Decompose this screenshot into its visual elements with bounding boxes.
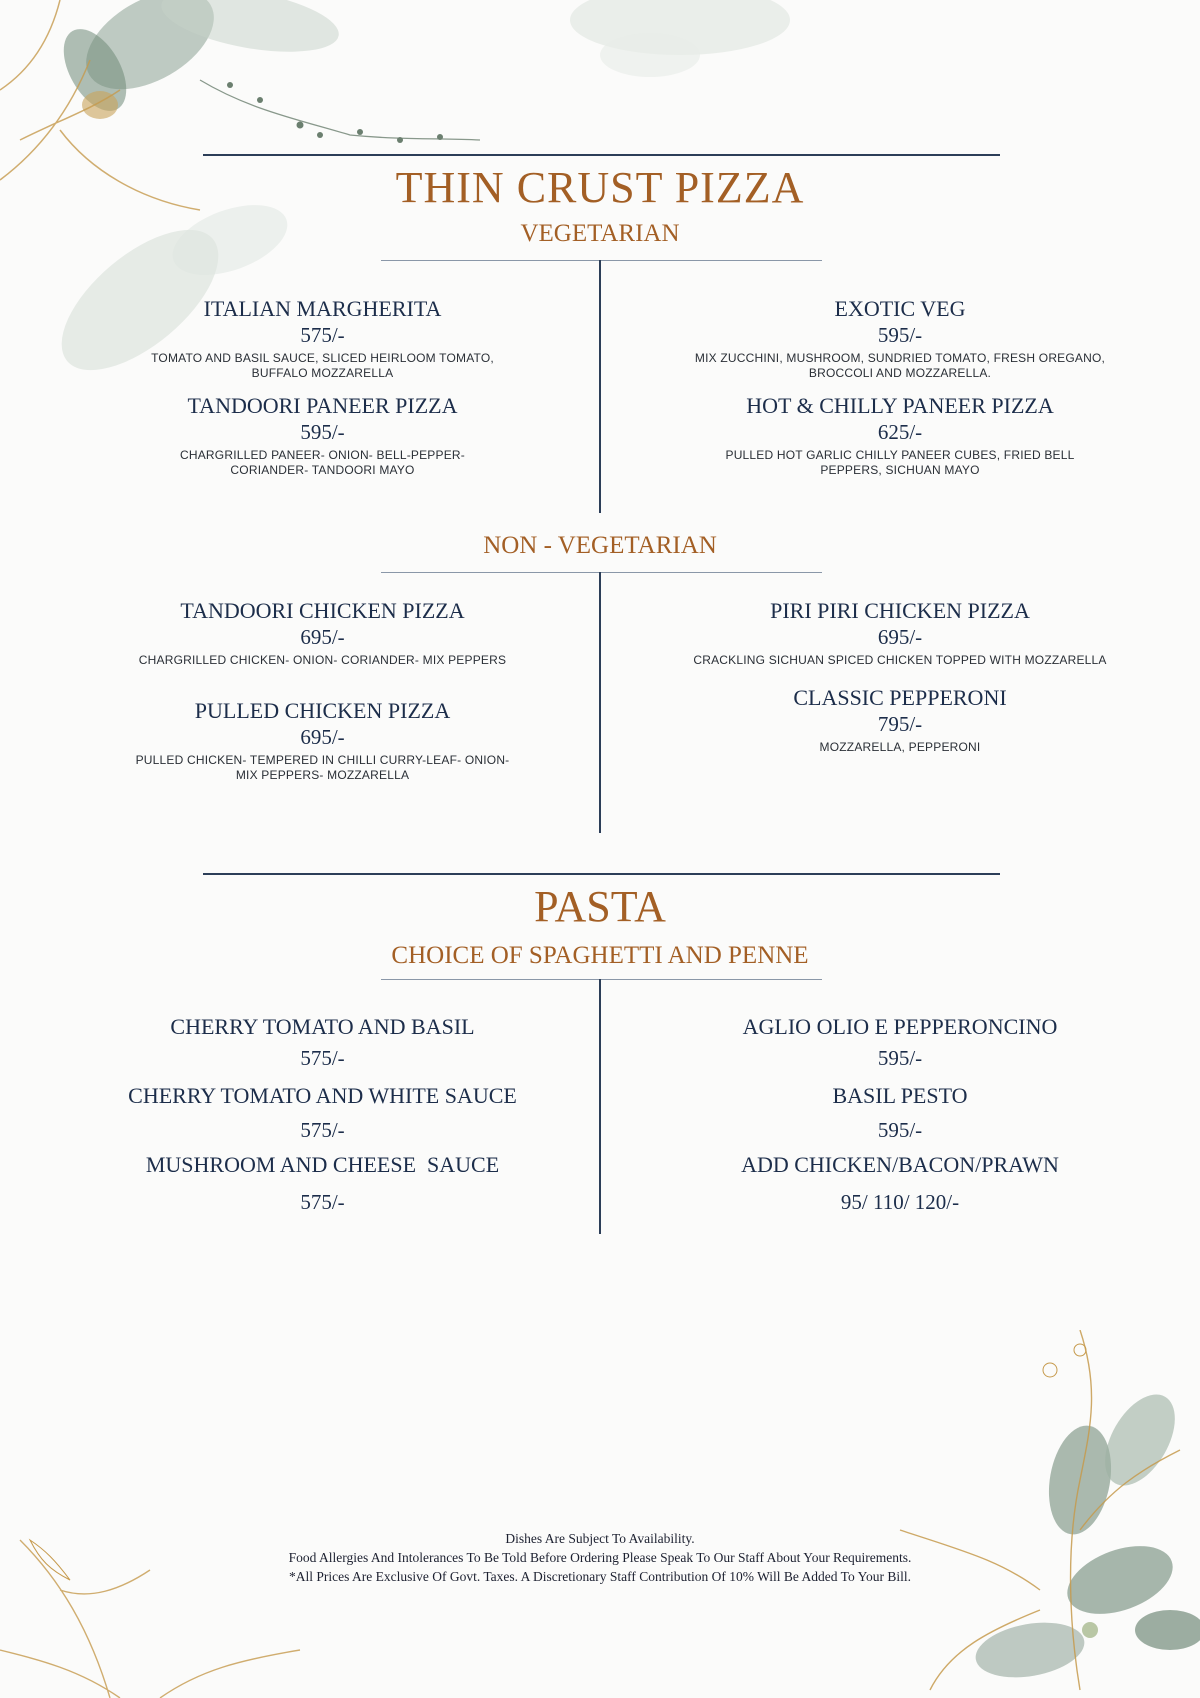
non-vegetarian-column-divider <box>599 572 601 833</box>
item-name: PIRI PIRI CHICKEN PIZZA <box>770 598 1030 623</box>
pasta-item-cherry-tomato-white-sauce: CHERRY TOMATO AND WHITE SAUCE <box>128 1083 517 1108</box>
item-description: CHARGRILLED PANEER- ONION- BELL-PEPPER- CORIANDER- TANDOORI MAYO <box>180 448 465 477</box>
vegetarian-column-divider <box>599 260 601 513</box>
menu-item-piri-piri-chicken-pizza <box>655 598 1145 668</box>
vegetarian-heading: VEGETARIAN <box>520 220 680 247</box>
menu-item-classic-pepperoni <box>655 685 1145 755</box>
menu-item-italian-margherita <box>100 296 545 381</box>
menu-item-tandoori-chicken-pizza <box>100 598 545 668</box>
item-name: HOT & CHILLY PANEER PIZZA <box>746 393 1054 418</box>
allergy-note: Food Allergies And Intolerances To Be Told Before Ordering Please Speak To Our Staff About Your Requirements. <box>288 1550 912 1565</box>
pasta-price-add-chicken-bacon-prawn: 95/ 110/ 120/- <box>840 1190 960 1214</box>
item-name: TANDOORI PANEER PIZZA <box>187 393 458 418</box>
pasta-subtitle: CHOICE OF SPAGHETTI AND PENNE <box>391 942 809 969</box>
item-price: 595/- <box>877 323 923 347</box>
vegetarian-rule <box>381 260 822 261</box>
item-name: PULLED CHICKEN PIZZA <box>194 698 451 723</box>
pasta-price-mushroom-cheese-sauce: 575/- <box>300 1190 345 1214</box>
item-price: 695/- <box>300 625 345 649</box>
pasta-price-basil-pesto: 595/- <box>877 1118 923 1142</box>
menu-item-exotic-veg <box>655 296 1145 381</box>
footer-notes <box>0 1529 1200 1586</box>
non-vegetarian-heading: NON - VEGETARIAN <box>483 532 717 559</box>
foliage-bottom-right-decoration <box>780 1330 1200 1698</box>
item-name: CLASSIC PEPPERONI <box>793 685 1007 710</box>
availability-note: Dishes Are Subject To Availability. <box>505 1531 695 1546</box>
item-price: 575/- <box>300 323 345 347</box>
item-description: TOMATO AND BASIL SAUCE, SLICED HEIRLOOM TOMATO, BUFFALO MOZZARELLA <box>151 351 494 380</box>
foliage-top-right-decoration <box>560 0 800 110</box>
pasta-top-rule <box>203 873 1000 875</box>
menu-item-hot-chilly-paneer-pizza <box>655 393 1145 478</box>
pizza-top-rule <box>203 154 1000 156</box>
item-price: 595/- <box>300 420 345 444</box>
item-name: EXOTIC VEG <box>834 296 966 321</box>
item-description: MIX ZUCCHINI, MUSHROOM, SUNDRIED TOMATO, FRESH OREGANO, BROCCOLI AND MOZZARELLA. <box>694 351 1106 380</box>
item-name: ITALIAN MARGHERITA <box>203 296 442 321</box>
item-description: MOZZARELLA, PEPPERONI <box>819 740 981 754</box>
pasta-rule <box>381 979 822 980</box>
pasta-price-aglio-olio: 595/- <box>877 1046 923 1070</box>
pizza-section-title: THIN CRUST PIZZA <box>395 163 805 212</box>
item-description: CRACKLING SICHUAN SPICED CHICKEN TOPPED WITH MOZZARELLA <box>693 653 1107 667</box>
tax-note: *All Prices Are Exclusive Of Govt. Taxes. A Discretionary Staff Contribution Of 10% Will Be Added To Your Bill. <box>288 1569 912 1584</box>
pasta-item-mushroom-cheese-sauce: MUSHROOM AND CHEESE SAUCE <box>145 1152 500 1177</box>
item-description: PULLED CHICKEN- TEMPERED IN CHILLI CURRY-LEAF- ONION- MIX PEPPERS- MOZZARELLA <box>135 753 510 782</box>
item-price: 625/- <box>877 420 923 444</box>
item-description: PULLED HOT GARLIC CHILLY PANEER CUBES, FRIED BELL PEPPERS, SICHUAN MAYO <box>725 448 1075 477</box>
pasta-column-divider <box>599 979 601 1234</box>
item-price: 695/- <box>877 625 923 649</box>
pasta-price-cherry-tomato-white-sauce: 575/- <box>300 1118 345 1142</box>
pasta-item-aglio-olio: AGLIO OLIO E PEPPERONCINO <box>742 1014 1058 1039</box>
item-price: 695/- <box>300 725 345 749</box>
pasta-item-basil-pesto: BASIL PESTO <box>832 1083 968 1108</box>
item-name: TANDOORI CHICKEN PIZZA <box>180 598 465 623</box>
menu-item-pulled-chicken-pizza <box>100 698 545 783</box>
item-price: 795/- <box>877 712 923 736</box>
pasta-item-add-chicken-bacon-prawn: ADD CHICKEN/BACON/PRAWN <box>741 1152 1059 1177</box>
menu-item-tandoori-paneer-pizza <box>100 393 545 478</box>
item-description: CHARGRILLED CHICKEN- ONION- CORIANDER- MIX PEPPERS <box>138 653 507 667</box>
pasta-item-cherry-tomato-basil: CHERRY TOMATO AND BASIL <box>170 1014 475 1039</box>
pasta-price-cherry-tomato-basil: 575/- <box>300 1046 345 1070</box>
pasta-section-title: PASTA <box>534 882 666 931</box>
non-vegetarian-rule <box>381 572 822 573</box>
